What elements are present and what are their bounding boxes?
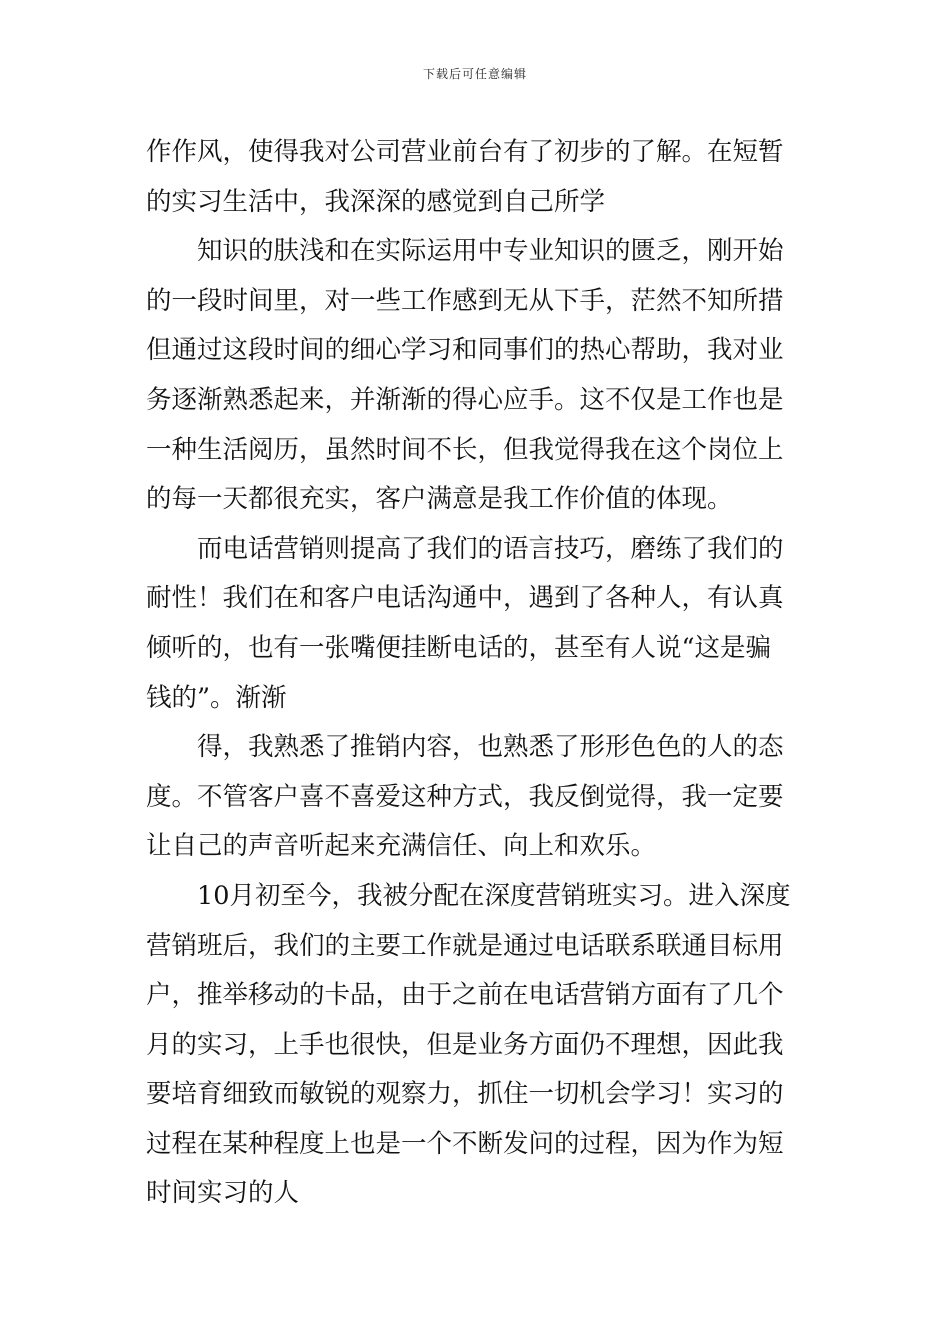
text-line: 倾听的，也有一张嘴便挂断电话的，甚至有人说“这是骗 <box>146 632 772 663</box>
text-line: 的一段时间里，对一些工作感到无从下手，茫然不知所措 <box>146 285 784 316</box>
text-line: 知识的肤浅和在实际运用中专业知识的匮乏，刚开始 <box>197 236 784 267</box>
text-line: 的每一天都很充实，客户满意是我工作价值的体现。 <box>146 484 733 515</box>
text-line: 耐性！我们在和客户电话沟通中，遇到了各种人，有认真 <box>146 583 784 614</box>
text-line: 一种生活阅历，虽然时间不长，但我觉得我在这个岗位上 <box>146 434 784 465</box>
text-line: 要培育细致而敏锐的观察力，抓住一切机会学习！实习的 <box>146 1079 784 1110</box>
text-line: 户，推举移动的卡品，由于之前在电话营销方面有了几个 <box>146 980 784 1011</box>
text-line: 10月初至今，我被分配在深度营销班实习。进入深度 <box>197 880 791 911</box>
text-line: 而电话营销则提高了我们的语言技巧，磨练了我们的 <box>197 533 784 564</box>
text-line: 度。不管客户喜不喜爱这种方式，我反倒觉得，我一定要 <box>146 781 784 812</box>
text-line: 作作风，使得我对公司营业前台有了初步的了解。在短暂 <box>146 137 784 167</box>
text-line: 时间实习的人 <box>146 1178 300 1209</box>
text-line: 营销班后，我们的主要工作就是通过电话联系联通目标用 <box>146 930 784 961</box>
text-line: 钱的”。渐渐 <box>146 682 287 713</box>
text-line: 得，我熟悉了推销内容，也熟悉了形形色色的人的态 <box>197 732 784 763</box>
text-line: 让自己的声音听起来充满信任、向上和欢乐。 <box>146 831 657 862</box>
text-line: 务逐渐熟悉起来，并渐渐的得心应手。这不仅是工作也是 <box>146 384 784 415</box>
text-line: 过程在某种程度上也是一个不断发问的过程，因为作为短 <box>146 1128 784 1159</box>
text-line: 但通过这段时间的细心学习和同事们的热心帮助，我对业 <box>146 335 784 366</box>
document-body <box>146 128 808 1219</box>
text-line: 的实习生活中，我深深的感觉到自己所学 <box>146 186 606 217</box>
page-header: 下载后可任意编辑 <box>422 67 527 81</box>
text-line: 月的实习，上手也很快，但是业务方面仍不理想，因此我 <box>146 1029 784 1060</box>
